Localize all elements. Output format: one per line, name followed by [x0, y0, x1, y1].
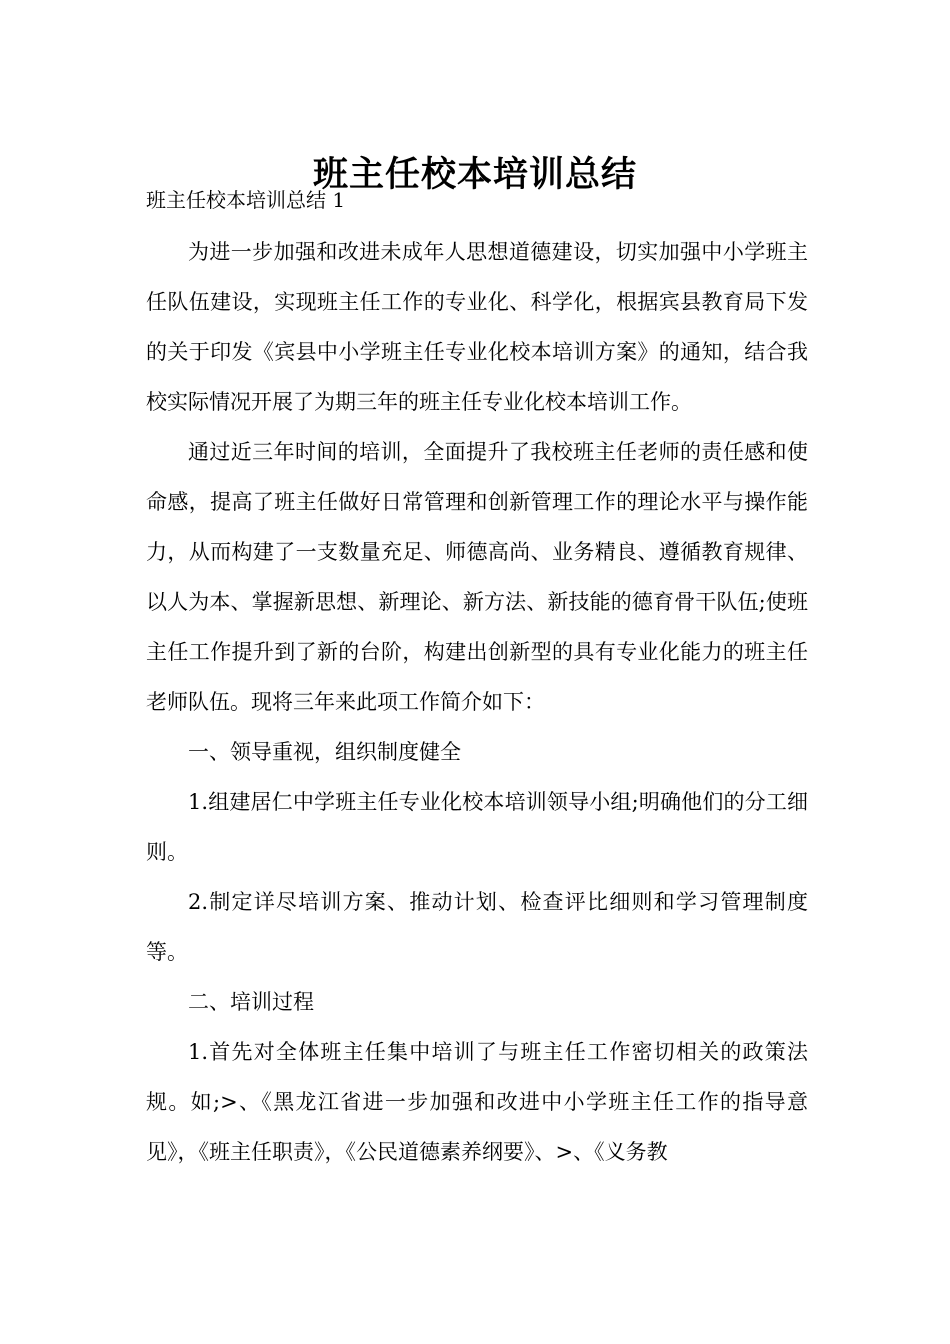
paragraph-intro: 为进一步加强和改进未成年人思想道德建设，切实加强中小学班主任队伍建设，实现班主任工作的专业化、科学化，根据宾县教育局下发的关于印发《宾县中小学班主任专业化校本培训方案》的通知，结合我校实际情况开展了为期三年的班主任专业化校本培训工作。 — [146, 240, 808, 414]
document-body — [146, 227, 808, 1177]
paragraph-results: 通过近三年时间的培训，全面提升了我校班主任老师的责任感和使命感，提高了班主任做好日常管理和创新管理工作的理论水平与操作能力，从而构建了一支数量充足、师德高尚、业务精良、遵循教育规律、以人为本、掌握新思想、新理论、新方法、新技能的德育骨干队伍;使班主任工作提升到了新的台阶，构建出创新型的具有专业化能力的班主任老师队伍。现将三年来此项工作简介如下： — [146, 440, 808, 714]
paragraph-item-1: 1.组建居仁中学班主任专业化校本培训领导小组;明确他们的分工细则。 — [146, 790, 808, 864]
paragraph-item-2: 2.制定详尽培训方案、推动计划、检查评比细则和学习管理制度等。 — [146, 890, 808, 964]
document-subtitle: 班主任校本培训总结 1 — [146, 188, 346, 212]
section-heading-leadership: 一、领导重视，组织制度健全 — [188, 740, 461, 764]
section-heading-training-process: 二、培训过程 — [188, 990, 314, 1014]
paragraph-training-1: 1.首先对全体班主任集中培训了与班主任工作密切相关的政策法规。如;>、《黑龙江省进一步加强和改进中小学班主任工作的指导意见》，《班主任职责》，《公民道德素养纲要》、>、《义务教 — [146, 1040, 808, 1164]
document-title: 班主任校本培训总结 — [312, 155, 637, 196]
